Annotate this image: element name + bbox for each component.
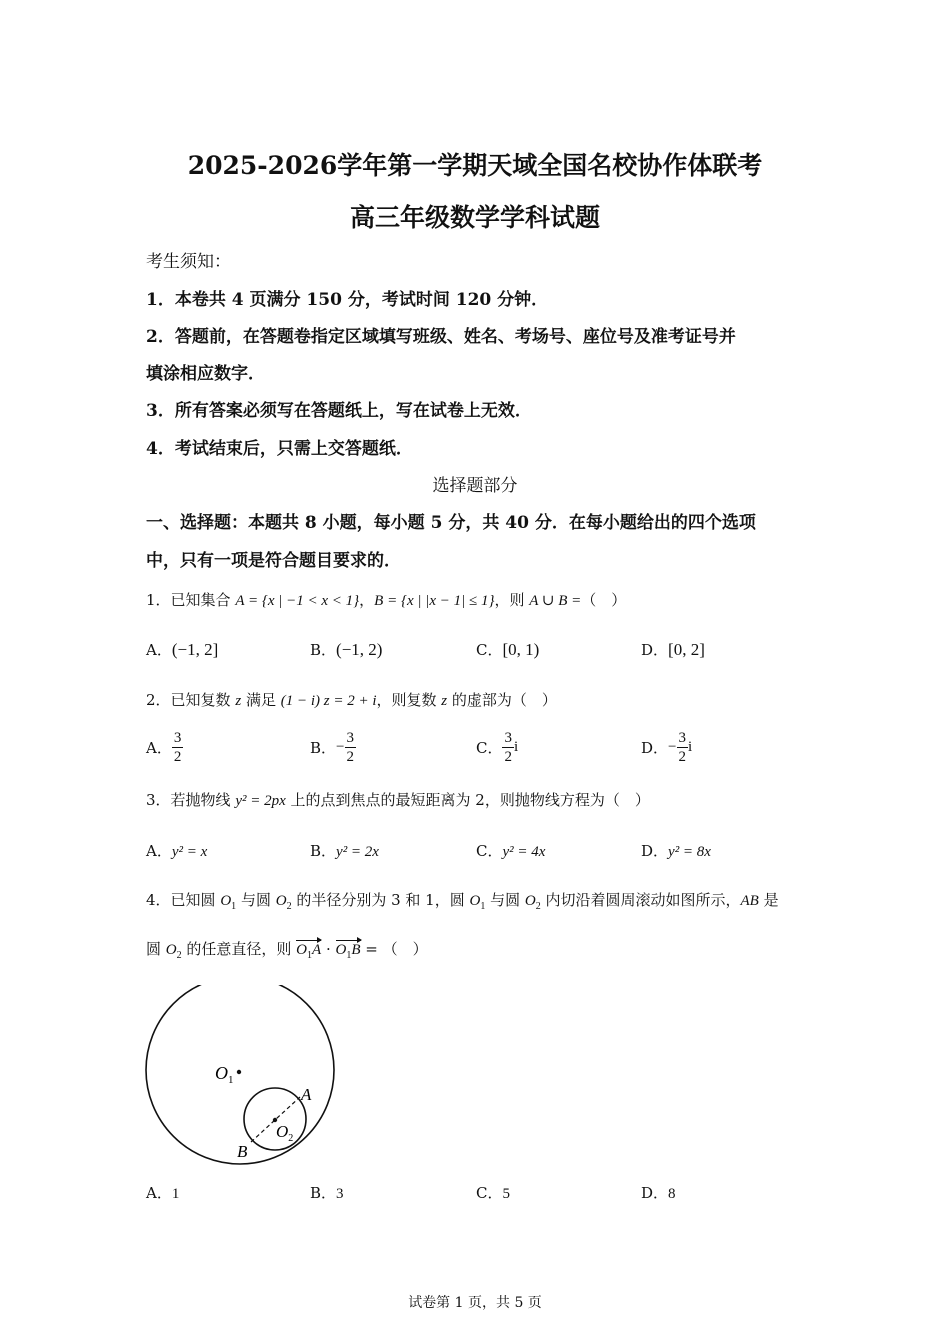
equation: y² = 2px <box>235 793 286 809</box>
equation: (1 − i) z = 2 + i <box>280 693 377 709</box>
section-title: 选择题部分 <box>432 476 518 496</box>
q3-option-c: C．y² = 4x <box>476 842 546 860</box>
center-o1 <box>237 1070 241 1074</box>
vector-o1a: $O_1A$ <box>296 942 322 961</box>
circles-figure <box>130 985 350 1175</box>
circle-o1 <box>146 985 334 1164</box>
notice-item-2: 2．答题前，在答题卷指定区域填写班级、姓名、考场号、座位号及准考证号并 <box>146 327 736 347</box>
q1-option-b: B．(−1, 2) <box>310 640 383 659</box>
q3-option-d: D．y² = 8x <box>641 842 711 860</box>
question-4-line2: 圆 $O_2$ 的任意直径，则 $O_1A \cdot O_1B$ = （ ） <box>146 940 428 961</box>
q3-option-b: B．y² = 2x <box>310 842 379 860</box>
vector-o1b: $O_1B$ <box>335 942 361 961</box>
section-intro-line2: 中，只有一项是符合题目要求的． <box>146 551 401 571</box>
notice-heading: 考生须知： <box>146 252 231 272</box>
section-intro-line1: 一、选择题：本题共 8 小题，每小题 5 分，共 40 分．在每小题给出的四个选项 <box>146 513 756 533</box>
question-1: 1．已知集合 A = {x | −1 < x < 1}，B = {x | |x − 1| ≤ 1}，则 A ∪ B =（ ） <box>146 591 627 609</box>
q4-option-a: A．1 <box>146 1184 180 1202</box>
q1-option-c: C．[0, 1) <box>476 640 540 659</box>
label-o2: $O_2$ <box>276 1122 294 1144</box>
notice-item-1: 1．本卷共 4 页满分 150 分，考试时间 120 分钟． <box>146 290 549 310</box>
fraction: $\frac{3}{2}$ <box>173 730 182 765</box>
exam-subtitle: 高三年级数学学科试题 <box>349 203 600 232</box>
q2-option-c: C． $\frac{3}{2}$ i <box>476 730 519 765</box>
q2-option-b: B．− $\frac{3}{2}$ <box>310 730 354 765</box>
q4-option-d: D．8 <box>641 1184 676 1202</box>
q4-option-c: C．5 <box>476 1184 510 1202</box>
question-4-line1: 4．已知圆 $O_1$ 与圆 $O_2$ 的半径分别为 3 和 1，圆 $O_1$ 与圆 $O_2$ 内切沿着圆周滚动如图所示，AB 是 <box>146 891 779 912</box>
question-3: 3．若抛物线 y² = 2px 上的点到焦点的最短距离为 2，则抛物线方程为（ ） <box>146 791 650 809</box>
fraction: $\frac{3}{2}$ <box>346 730 354 765</box>
q4-option-b: B．3 <box>310 1184 344 1202</box>
label-a: A <box>301 1085 312 1104</box>
set-b: B = {x | |x − 1| ≤ 1} <box>374 593 495 609</box>
set-a: A = {x | −1 < x < 1} <box>235 593 360 609</box>
notice-item-4: 4．考试结束后，只需上交答题纸． <box>146 439 413 459</box>
label-o1: $O_1$ <box>215 1063 234 1086</box>
q1-option-a: A．(−1, 2] <box>146 640 219 659</box>
q1-option-d: D．[0, 2] <box>641 640 705 659</box>
page-footer: 试卷第 1 页，共 5 页 <box>408 1295 542 1311</box>
q2-option-d: D．− $\frac{3}{2}$ i <box>641 730 693 765</box>
fraction: $\frac{3}{2}$ <box>678 730 686 765</box>
q2-option-a: A． $\frac{3}{2}$ <box>146 730 182 765</box>
fraction: $\frac{3}{2}$ <box>504 730 512 765</box>
question-2: 2．已知复数 z 满足 (1 − i) z = 2 + i，则复数 z 的虚部为（ ） <box>146 691 557 709</box>
q3-option-a: A．y² = x <box>146 842 208 860</box>
exam-title: 2025-2026学年第一学期天域全国名校协作体联考 <box>187 151 763 180</box>
label-b: B <box>237 1142 248 1161</box>
notice-item-2-cont: 填涂相应数字． <box>146 364 265 384</box>
notice-item-3: 3．所有答案必须写在答题纸上，写在试卷上无效． <box>146 401 532 421</box>
